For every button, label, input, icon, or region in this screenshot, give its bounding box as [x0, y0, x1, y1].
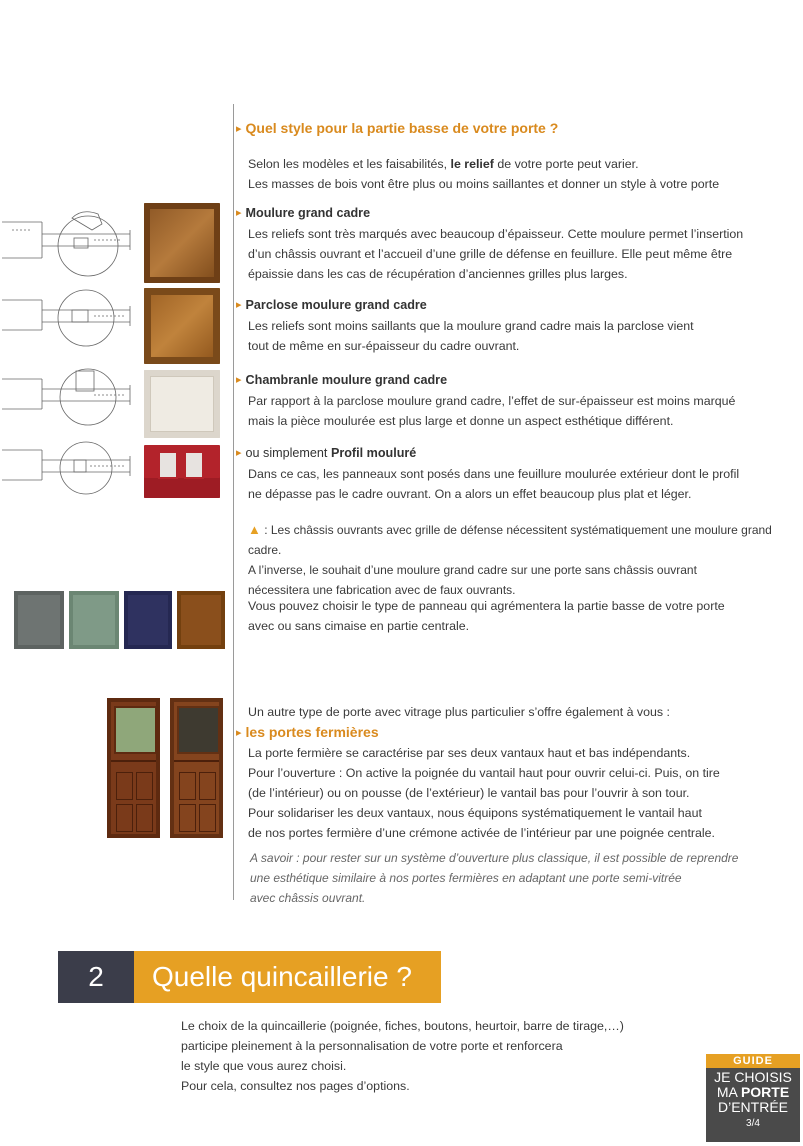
style-question-heading — [236, 120, 558, 138]
panel-blue-photo — [124, 591, 172, 649]
arrow-bullet-icon: ▸ — [236, 207, 242, 219]
style-item-profil-moulure: ▸ ou simplement Profil mouluré Dans ce cas, les panneaux sont posés dans une feuillure moulurée extérieur dont le profil ne dépasse pas le cadre ouvrant. On a alors un effet beaucoup plus plat et léger. — [236, 443, 796, 504]
vertical-divider — [233, 104, 234, 900]
style-item-chambranle: ▸ Chambranle moulure grand cadre Par rapport à la parclose moulure grand cadre, l’effet de sur-épaisseur est moins marqué mais la pièce moulurée est plus large et donne un aspect esthétique différent. — [236, 370, 796, 431]
page-number: 3/4 — [746, 1118, 760, 1129]
moulure-grand-cadre-photo — [144, 203, 220, 283]
panel-green-photo — [69, 591, 119, 649]
farm-doors-heading: ▸ les portes fermières — [236, 724, 379, 740]
farm-doors-body: La porte fermière se caractérise par ses deux vantaux haut et bas indépendants. Pour l’ouverture : On active la poignée du vantail haut pour ouvrir celui-ci. Puis, on tire (de l’intérieur) ou on pousse (de l’extérieur) le vantail bas pour l’ouvrir à son tour. Pour solidariser les deux vantaux, nous équipons systématiquement le vantail haut de nos portes fermière d’une crémone activée de l’intérieur par une poignée centrale. — [248, 746, 720, 840]
profil-moulure-photo — [144, 445, 220, 498]
section-number: 2 — [58, 951, 134, 1003]
style-item-parclose: ▸ Parclose moulure grand cadre Les reliefs sont moins saillants que la moulure grand cadre mais la parclose vient tout de même en sur-épaisseur du cadre ouvrant. — [236, 295, 796, 356]
arrow-bullet-icon: ▸ — [236, 299, 242, 311]
warning-icon: ▲ — [248, 522, 261, 537]
style-question-title: Quel style pour la partie basse de votre porte ? — [245, 120, 559, 136]
warning-note: ▲ : Les châssis ouvrants avec grille de défense nécessitent systématiquement une moulure grand cadre. A l’inverse, le souhait d’une moulure grand cadre sur une porte sans châssis ouvrant nécessitera une fabrication avec de faux ouvrants. — [248, 522, 772, 597]
chambranle-photo — [144, 370, 220, 438]
arrow-bullet-icon: ▸ — [236, 727, 242, 739]
farm-door-closed-photo — [107, 698, 160, 838]
parclose-diagram — [2, 288, 134, 354]
farm-doors-note: A savoir : pour rester sur un système d’ouverture plus classique, il est possible de reprendre une esthétique similaire à nos portes fermières en adaptant une porte semi-vitrée avec châssis ouvrant. — [250, 851, 739, 905]
moulure-grand-cadre-diagram — [2, 208, 134, 284]
arrow-bullet-icon: ▸ — [236, 374, 242, 386]
arrow-bullet-icon: ▸ — [236, 123, 242, 135]
guide-badge: GUIDE JE CHOISIS MA PORTE D’ENTRÉE 3/4 — [706, 1054, 800, 1142]
panels-text: Vous pouvez choisir le type de panneau qui agrémentera la partie basse de votre porte avec ou sans cimaise en partie centrale. — [248, 599, 725, 633]
arrow-bullet-icon: ▸ — [236, 447, 242, 459]
farm-door-open-photo — [170, 698, 223, 838]
panel-gray-photo — [14, 591, 64, 649]
profil-moulure-diagram — [2, 440, 134, 498]
parclose-photo — [144, 288, 220, 364]
section-title: Quelle quincaillerie ? — [134, 951, 441, 1003]
farm-doors-intro: Un autre type de porte avec vitrage plus particulier s’offre également à vous : — [248, 705, 670, 719]
chambranle-diagram — [2, 365, 134, 433]
style-item-moulure-grand-cadre: ▸ Moulure grand cadre Les reliefs sont très marqués avec beaucoup d’épaisseur. Cette moulure permet l’insertion d’un châssis ouvrant et l’accueil d’une grille de défense en feuillure. Elle peut même être épaissie dans les cas de récupération d’anciennes grilles plus larges. — [236, 203, 796, 284]
style-intro: Selon les modèles et les faisabilités, le relief de votre porte peut varier. Les masses de bois vont être plus ou moins saillantes et donner un style à votre porte — [248, 157, 720, 191]
hardware-text: Le choix de la quincaillerie (poignée, fiches, boutons, heurtoir, barre de tirage,…) participe pleinement à la personnalisation de votre porte et renforcera le style que vous aurez choisi. Pour cela, consultez nos pages d’options. — [181, 1019, 624, 1093]
panel-wood-photo — [177, 591, 225, 649]
guide-label: GUIDE — [706, 1054, 800, 1068]
